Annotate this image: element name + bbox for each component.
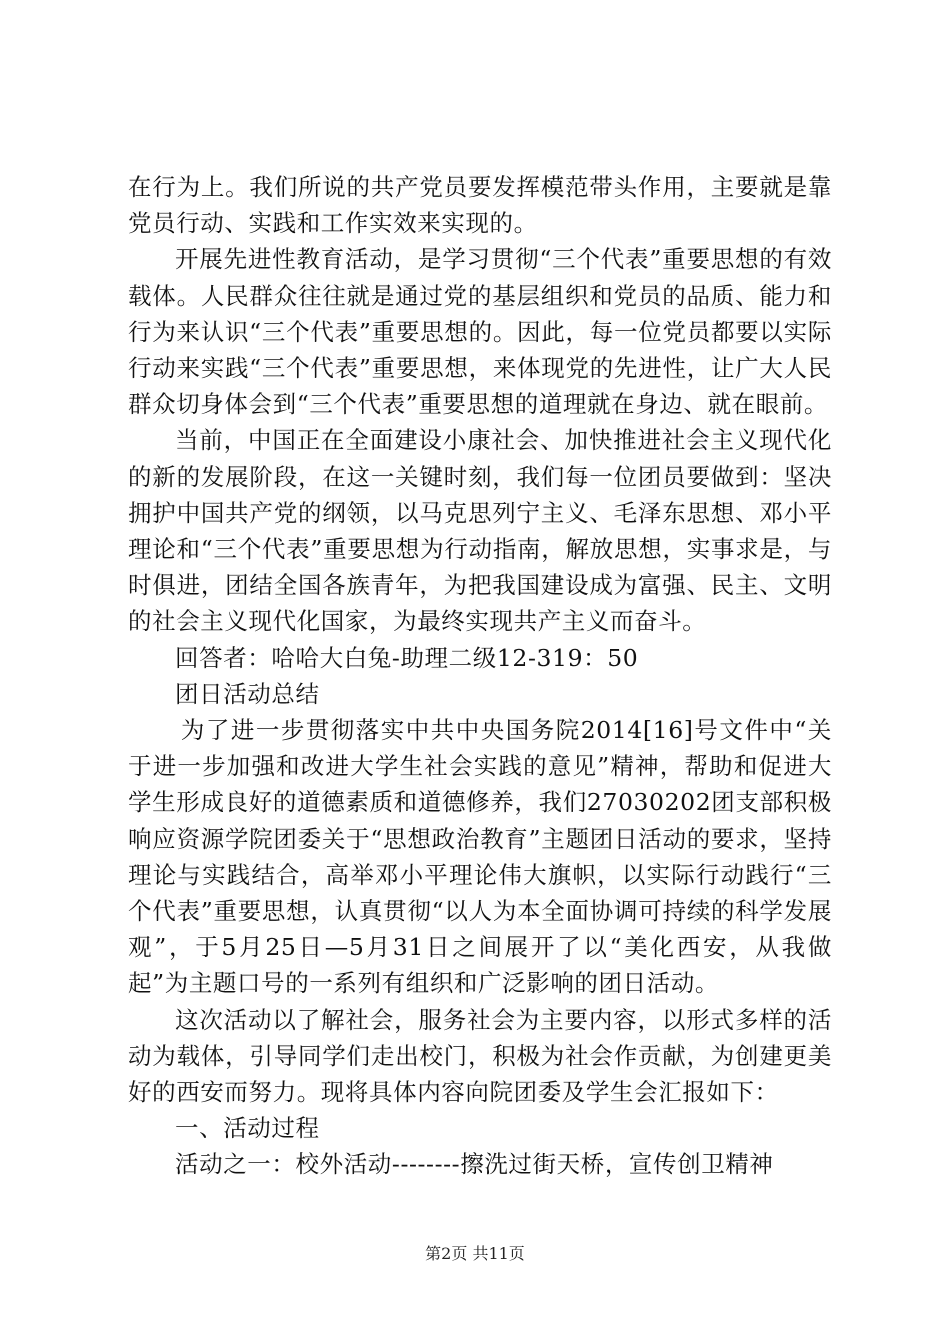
paragraph-current-stage: 当前，中国正在全面建设小康社会、加快推进社会主义现代化的新的发展阶段，在这一关键时刻，我们每一位团员要做到：坚决拥护中国共产党的纲领，以马克思列宁主义、毛泽东思想、邓小平理论和“三个代表”重要思想为行动指南，解放思想，实事求是，与时俱进，团结全国各族青年，为把我国建设成为富强、民主、文明的社会主义现代化国家，为最终实现共产主义而奋斗。 [128, 426, 832, 636]
page-footer: 第2页 共11页 [425, 1244, 525, 1263]
paragraph-activity-intro: 为了进一步贯彻落实中共中央国务院2014[16]号文件中“关于进一步加强和改进大学生社会实践的意见”精神，帮助和促进大学生形成良好的道德素质和道德修养，我们27030202团支部积极响应资源学院团委关于“思想政治教育”主题团日活动的要求，坚持理论与实践结合，高举邓小平理论伟大旗帜，以实际行动践行“三个代表”重要思想，认真贯彻“以人为本全面协调可持续的科学发展观”，于5月25日—5月31日之间展开了以“美化西安，从我做起”为主题口号的一系列有组织和广泛影响的团日活动。 [128, 716, 832, 998]
paragraph-activity-one: 活动之一：校外活动--------擦洗过街天桥，宣传创卫精神 [175, 1150, 774, 1179]
heading-activity-process: 一、活动过程 [175, 1114, 320, 1143]
answerer-line: 回答者：哈哈大白兔-助理二级12-319：50 [175, 643, 639, 672]
section-title: 团日活动总结 [175, 679, 320, 708]
paragraph-advanced-education: 开展先进性教育活动，是学习贯彻“三个代表”重要思想的有效载体。人民群众往往就是通过党的基层组织和党员的品质、能力和行为来认识“三个代表”重要思想的。因此，每一位党员都要以实际行动来实践“三个代表”重要思想，来体现党的先进性，让广大人民群众切身体会到“三个代表”重要思想的道理就在身边、就在眼前。 [128, 245, 832, 419]
paragraph-continuation: 在行为上。我们所说的共产党员要发挥模范带头作用，主要就是靠党员行动、实践和工作实效来实现的。 [128, 173, 832, 238]
paragraph-activity-content: 这次活动以了解社会，服务社会为主要内容，以形式多样的活动为载体，引导同学们走出校门，积极为社会作贡献，为创建更美好的西安而努力。现将具体内容向院团委及学生会汇报如下： [128, 1005, 832, 1107]
document-body [128, 169, 832, 1183]
